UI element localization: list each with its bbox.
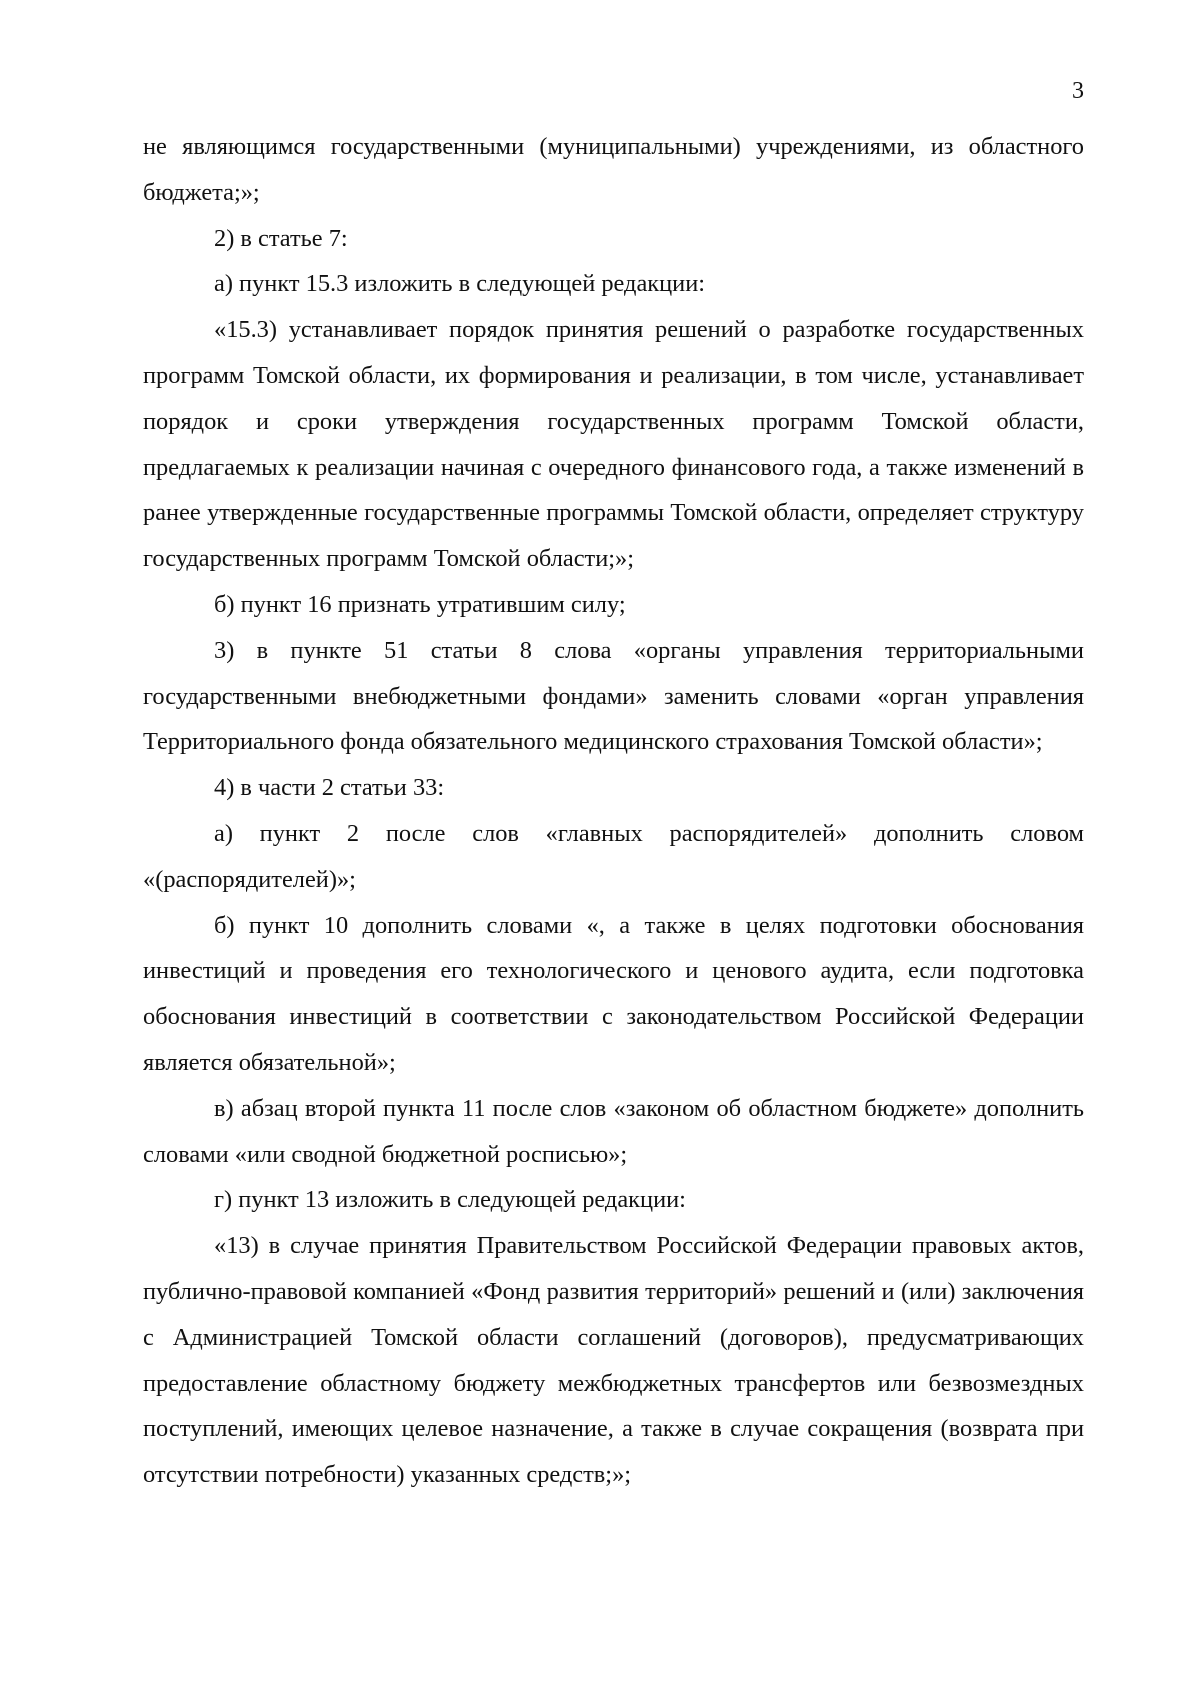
paragraph-item-2a: а) пункт 15.3 изложить в следующей редакции: — [214, 270, 706, 298]
paragraph-item-4a: а) пункт 2 после слов «главных распорядителей» дополнить словом «(распорядителей)»; — [143, 819, 1084, 893]
paragraph-quote-13: «13) в случае принятия Правительством Российской Федерации правовых актов, публично-правовой компанией «Фонд развития территорий» решений и (или) заключения с Администрацией Томской области соглашений (договоров), предусматривающих предоставление областному бюджету межбюджетных трансфертов или безвозмездных поступлений, имеющих целевое назначение, а также в случае сокращения (возврата при отсутствии потребности) указанных средств;»; — [143, 1232, 1084, 1489]
paragraph-quote-15-3: «15.3) устанавливает порядок принятия решений о разработке государственных программ Томской области, их формирования и реализации, в том числе, устанавливает порядок и сроки утверждения государственных программ Томской области, предлагаемых к реализации начиная с очередного финансового года, а также изменений в ранее утвержденные государственные программы Томской области, определяет структуру государственных программ Томской области;»; — [143, 316, 1084, 573]
paragraph-continuation: не являющимся государственными (муниципальными) учреждениями, из областного бюджета;»; — [143, 133, 1084, 206]
paragraph-item-4: 4) в части 2 статьи 33: — [214, 774, 445, 802]
paragraph-item-2: 2) в статье 7: — [214, 224, 348, 252]
paragraph-item-4c: в) абзац второй пункта 11 после слов «законом об областном бюджете» дополнить словами «или сводной бюджетной росписью»; — [143, 1094, 1084, 1168]
paragraph-item-3: 3) в пункте 51 статьи 8 слова «органы управления территориальными государственными внебюджетными фондами» заменить словами «орган управления Территориального фонда обязательного медицинского страхования Томской области»; — [143, 636, 1084, 756]
paragraph-item-4d: г) пункт 13 изложить в следующей редакции: — [214, 1186, 686, 1214]
document-body — [143, 124, 1084, 1498]
paragraph-item-2b: б) пункт 16 признать утратившим силу; — [214, 590, 626, 618]
page-number: 3 — [1072, 78, 1084, 104]
paragraph-item-4b: б) пункт 10 дополнить словами «, а также в целях подготовки обоснования инвестиций и проведения его технологического и ценового аудита, если подготовка обоснования инвестиций в соответствии с законодательством Российской Федерации является обязательной»; — [143, 911, 1084, 1076]
